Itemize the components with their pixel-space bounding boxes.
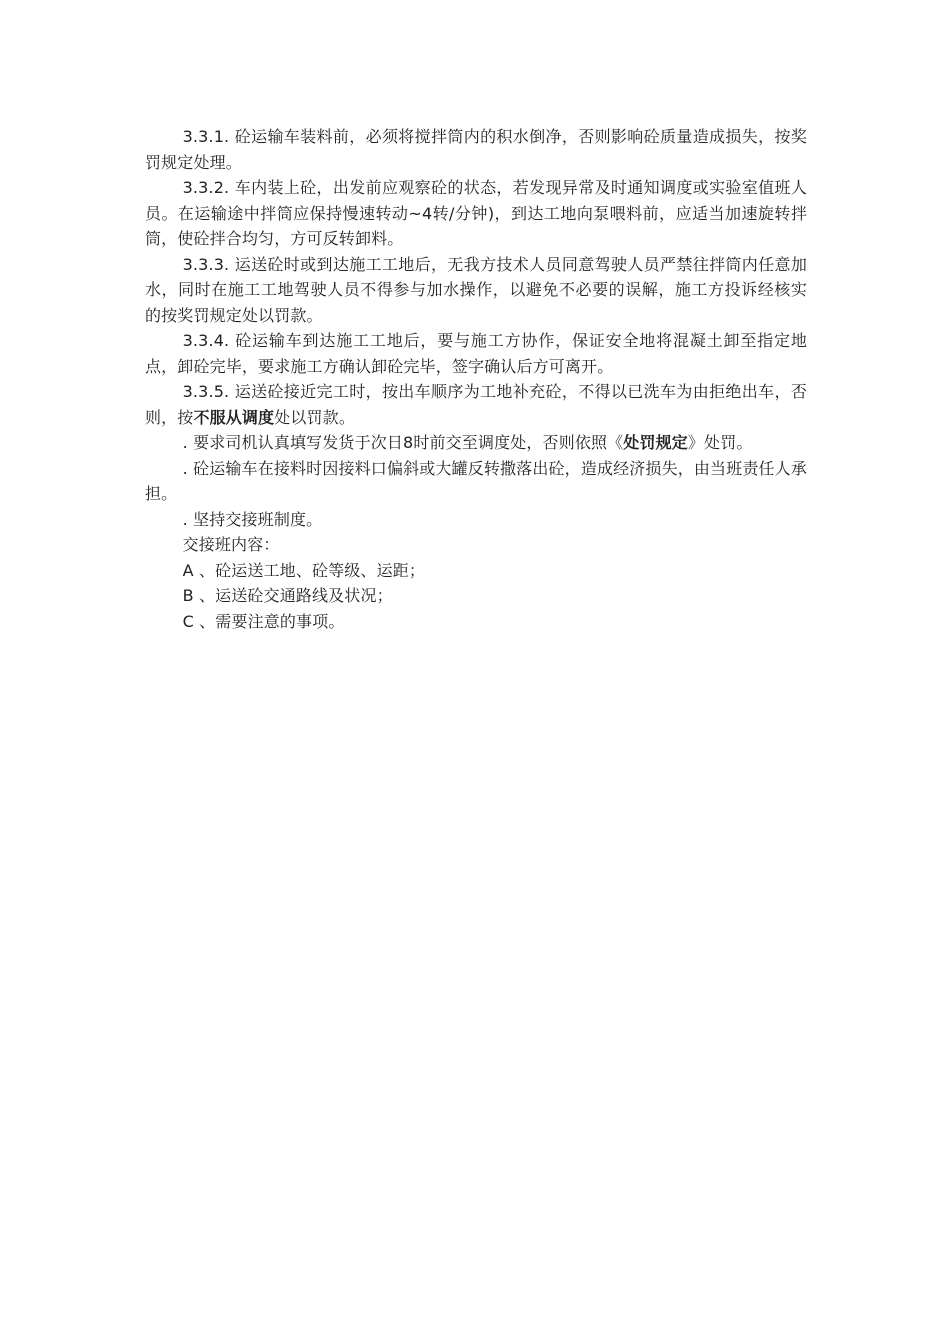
paragraph-3-3-2: 3.3.2. 车内装上砼，出发前应观察砼的状态，若发现异常及时通知调度或实验室值班人员。在运输途中拌筒应保持慢速转动~4转/分钟)，到达工地向泵喂料前，应适当加速旋转拌筒，使砼拌合均匀，方可反转卸料。	[145, 178, 807, 248]
paragraph-3-3-3: 3.3.3. 运送砼时或到达施工工地后，无我方技术人员同意驾驶人员严禁往拌筒内任意加水，同时在施工工地驾驶人员不得参与加水操作，以避免不必要的误解，施工方投诉经核实的按奖罚规定处以罚款。	[145, 254, 807, 325]
paragraph-shift-system: . 坚持交接班制度。	[182, 509, 323, 529]
paragraph-text: . 要求司机认真填写发货于次日8时前交至调度处，否则依照《	[182, 433, 624, 452]
bold-phrase: 处罚规定	[623, 433, 688, 452]
paragraph-3-3-5	[145, 379, 807, 430]
paragraph-text: 》处罚。	[687, 433, 753, 452]
paragraph-shift-content-heading: 交接班内容：	[182, 535, 280, 554]
paragraph-delivery-form	[145, 430, 807, 456]
paragraph-text: 处以罚款。	[274, 407, 355, 427]
paragraph-spill-loss: . 砼运输车在接料时因接料口偏斜或大罐反转撒落出砼，造成经济损失，由当班责任人承担。	[145, 458, 807, 503]
list-item-c: C 、需要注意的事项。	[182, 611, 345, 631]
list-item-b: B 、运送砼交通路线及状况；	[182, 586, 393, 605]
document-body	[145, 124, 807, 634]
list-item-a: A 、砼运送工地、砼等级、运距；	[182, 560, 426, 580]
paragraph-3-3-4: 3.3.4. 砼运输车到达施工工地后，要与施工方协作，保证安全地将混凝土卸至指定地点，卸砼完毕，要求施工方确认卸砼完毕，签字确认后方可离开。	[145, 331, 807, 376]
paragraph-3-3-1: 3.3.1. 砼运输车装料前，必须将搅拌筒内的积水倒净，否则影响砼质量造成损失，按奖罚规定处理。	[145, 127, 807, 172]
paragraph-text: 3.3.5. 运送砼接近完工时，按出车顺序为工地补充砼，不得以已洗车为由拒绝出车，否则，按	[145, 382, 807, 427]
bold-phrase: 不服从调度	[193, 407, 275, 427]
